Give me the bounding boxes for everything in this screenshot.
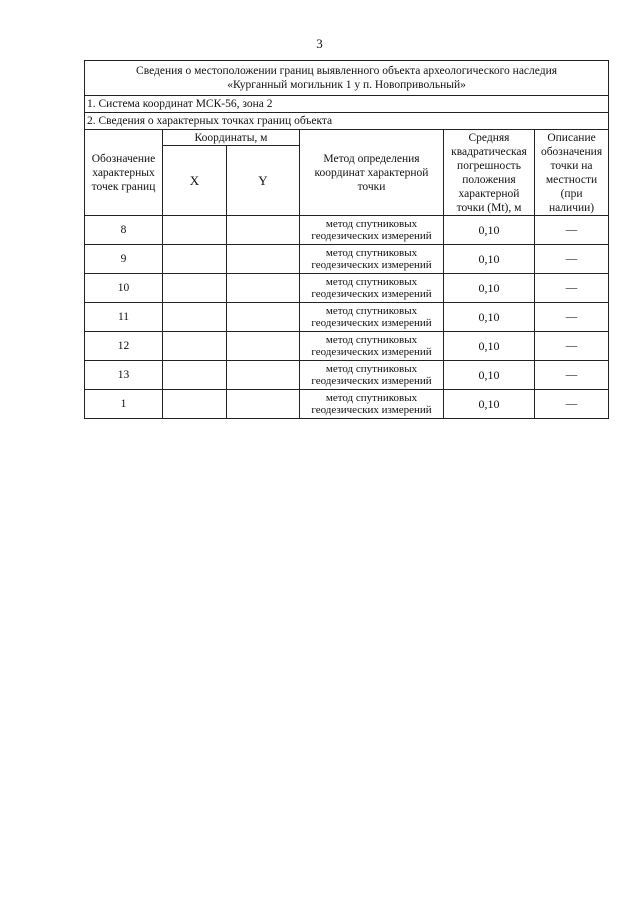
header-description: Описание обозначения точки на местности (при наличии) — [535, 130, 609, 216]
header-coordinates: Координаты, м — [163, 130, 300, 146]
y-cell — [227, 303, 300, 332]
description-cell: — — [535, 390, 609, 419]
y-cell — [227, 390, 300, 419]
point-cell: 9 — [85, 245, 163, 274]
x-cell — [163, 216, 227, 245]
y-cell — [227, 216, 300, 245]
x-cell — [163, 390, 227, 419]
mt-cell: 0,10 — [444, 390, 535, 419]
method-cell: метод спутниковых геодезических измерений — [300, 390, 444, 419]
header-x: X — [163, 146, 227, 216]
table-row — [85, 332, 609, 361]
method-cell: метод спутниковых геодезических измерений — [300, 274, 444, 303]
point-cell: 10 — [85, 274, 163, 303]
description-cell: — — [535, 303, 609, 332]
mt-cell: 0,10 — [444, 274, 535, 303]
header-method: Метод определения координат характерной точки — [300, 130, 444, 216]
table-title — [85, 61, 609, 96]
y-cell — [227, 274, 300, 303]
page-number: 3 — [316, 36, 323, 51]
x-cell — [163, 332, 227, 361]
description-cell: — — [535, 332, 609, 361]
point-cell: 8 — [85, 216, 163, 245]
header-y: Y — [227, 146, 300, 216]
table-row — [85, 303, 609, 332]
point-cell: 11 — [85, 303, 163, 332]
boundary-points-table — [84, 60, 609, 419]
table-row — [85, 245, 609, 274]
header-mean-square-error: Средняя квадратическая погрешность положения характерной точки (Mt), м — [444, 130, 535, 216]
method-cell: метод спутниковых геодезических измерений — [300, 361, 444, 390]
mt-cell: 0,10 — [444, 332, 535, 361]
table-row — [85, 361, 609, 390]
coordinate-system-row: 1. Система координат МСК-56, зона 2 — [85, 96, 609, 113]
points-section-row: 2. Сведения о характерных точках границ объекта — [85, 113, 609, 130]
title-line-2: «Курганный могильник 1 у п. Новопривольный» — [227, 79, 466, 91]
description-cell: — — [535, 245, 609, 274]
method-cell: метод спутниковых геодезических измерений — [300, 216, 444, 245]
y-cell — [227, 361, 300, 390]
y-cell — [227, 245, 300, 274]
mt-cell: 0,10 — [444, 361, 535, 390]
method-cell: метод спутниковых геодезических измерений — [300, 245, 444, 274]
point-cell: 12 — [85, 332, 163, 361]
title-line-1: Сведения о местоположении границ выявленного объекта археологического наследия — [136, 65, 558, 77]
table-row — [85, 274, 609, 303]
y-cell — [227, 332, 300, 361]
x-cell — [163, 303, 227, 332]
mt-cell: 0,10 — [444, 245, 535, 274]
method-cell: метод спутниковых геодезических измерений — [300, 303, 444, 332]
mt-cell: 0,10 — [444, 216, 535, 245]
x-cell — [163, 361, 227, 390]
x-cell — [163, 274, 227, 303]
mt-cell: 0,10 — [444, 303, 535, 332]
description-cell: — — [535, 274, 609, 303]
description-cell: — — [535, 216, 609, 245]
header-designation: Обозначение характерных точек границ — [85, 130, 163, 216]
table-row — [85, 216, 609, 245]
point-cell: 13 — [85, 361, 163, 390]
point-cell: 1 — [85, 390, 163, 419]
table-row — [85, 390, 609, 419]
description-cell: — — [535, 361, 609, 390]
x-cell — [163, 245, 227, 274]
method-cell: метод спутниковых геодезических измерений — [300, 332, 444, 361]
